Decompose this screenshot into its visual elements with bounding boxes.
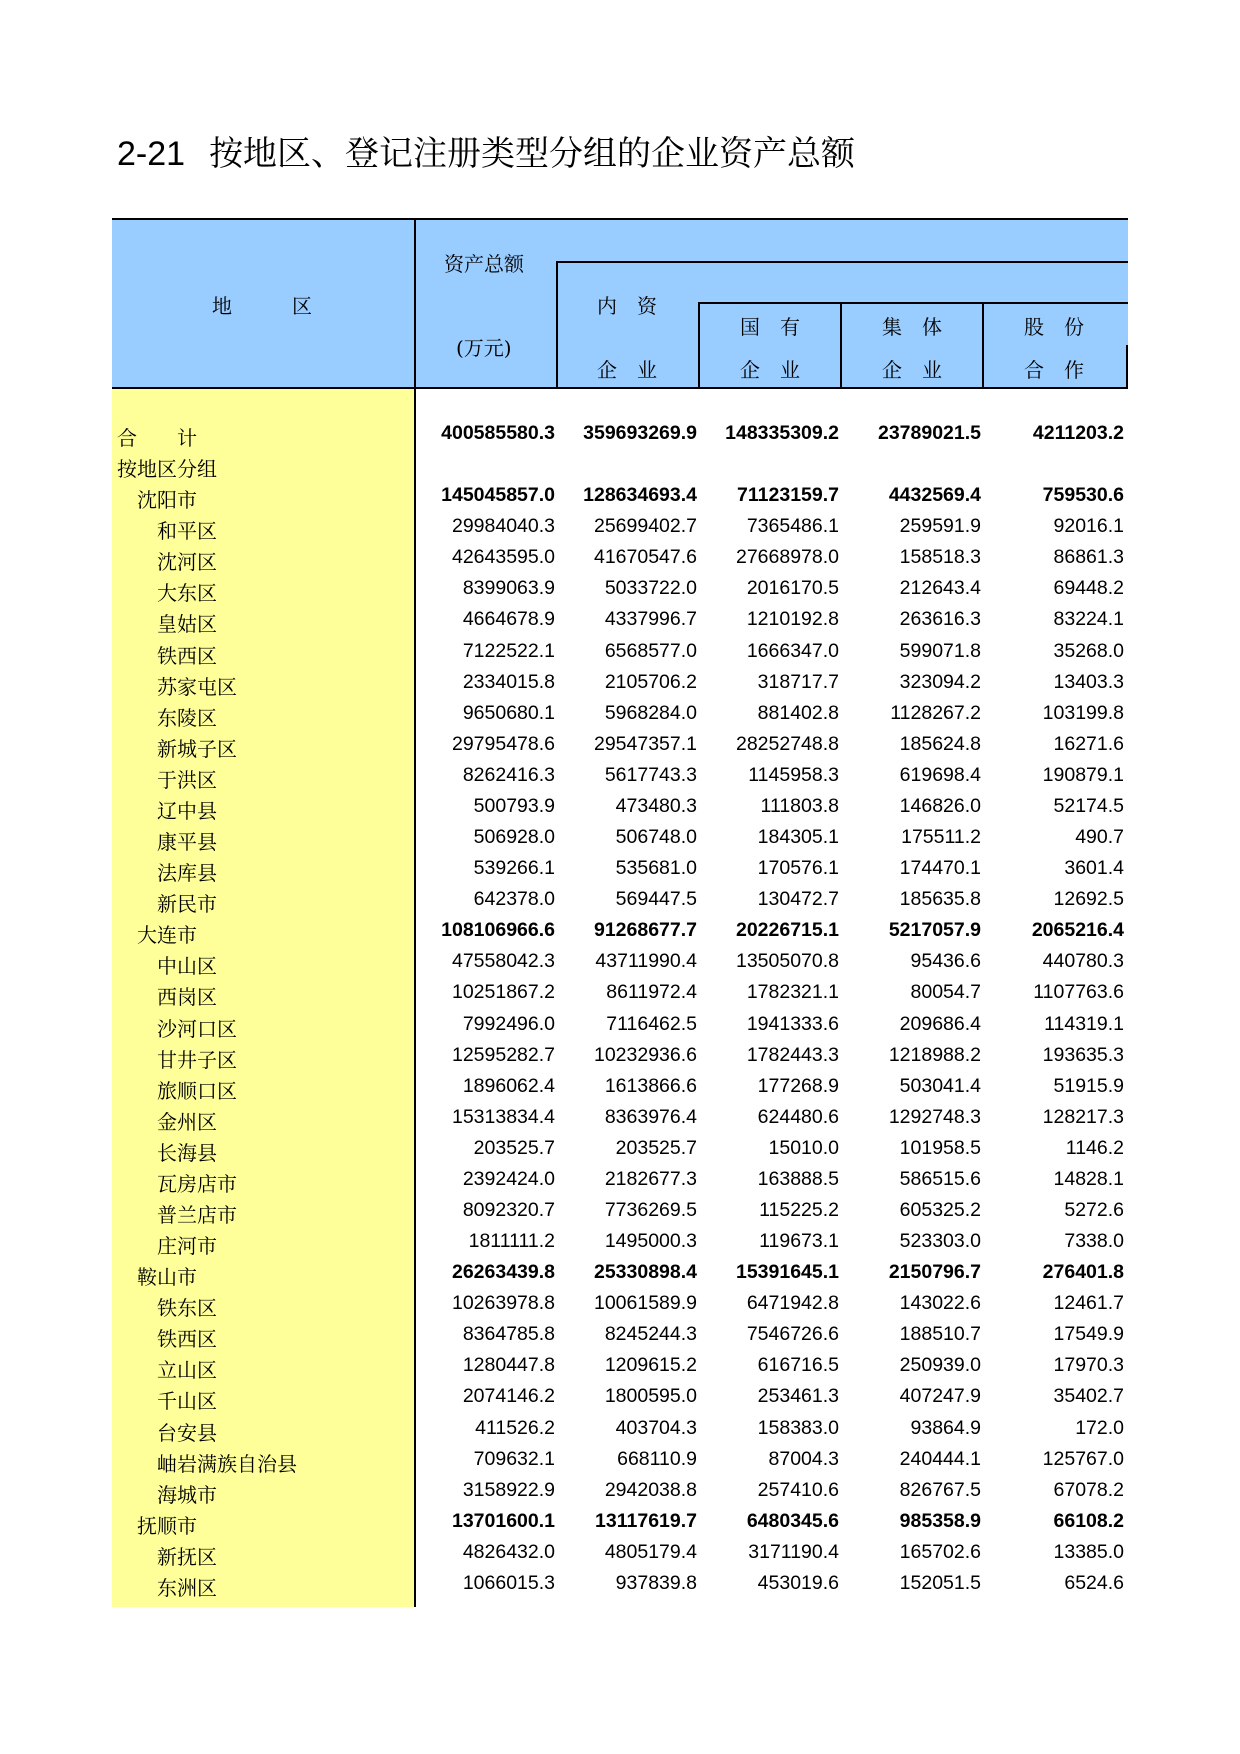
header-total-line1: 资产总额: [444, 252, 524, 276]
row-value: 506928.0: [473, 826, 555, 849]
row-value: 473480.3: [615, 794, 697, 817]
table-row: [112, 1040, 1128, 1071]
row-label: 新城子区: [157, 736, 237, 761]
table-row: [112, 977, 1128, 1008]
row-label: 苏家屯区: [157, 674, 237, 699]
row-value: 2074146.2: [462, 1385, 555, 1408]
row-label: 大连市: [137, 923, 197, 948]
row-value: 130472.7: [757, 888, 839, 911]
header-domestic-line1: 内 资: [597, 294, 657, 318]
row-label: 铁西区: [157, 643, 217, 668]
row-value: 80054.7: [910, 981, 981, 1004]
row-value: 318717.7: [757, 670, 839, 693]
row-value: 29984040.3: [451, 515, 555, 538]
row-value: 83224.1: [1053, 608, 1124, 631]
row-value: 1145958.3: [748, 763, 839, 786]
row-value: 203525.7: [615, 1136, 697, 1159]
header-divider: [698, 303, 700, 388]
table-row: [112, 1506, 1128, 1537]
row-value: 2016170.5: [746, 577, 839, 600]
row-label: 旅顺口区: [157, 1078, 237, 1103]
row-label: 沈河区: [157, 550, 217, 575]
row-value: 257410.6: [757, 1478, 839, 1501]
header-divider: [414, 219, 416, 388]
row-label: 庄河市: [157, 1234, 217, 1259]
row-value: 203525.7: [473, 1136, 555, 1159]
table-row: [112, 791, 1128, 822]
table-row: [112, 853, 1128, 884]
row-label: 沙河口区: [157, 1016, 237, 1041]
table-row: [112, 1133, 1128, 1164]
table-row: [112, 1475, 1128, 1506]
row-label: 合 计: [117, 426, 197, 450]
row-value: 145045857.0: [441, 484, 555, 507]
row-value: 12692.5: [1053, 888, 1124, 911]
table-row: [112, 1319, 1128, 1350]
row-value: 1210192.8: [746, 608, 839, 631]
row-value: 403704.3: [615, 1416, 697, 1439]
header-collective-line2: 企 业: [882, 358, 942, 382]
row-label: 新民市: [157, 892, 217, 917]
row-value: 8092320.7: [462, 1199, 555, 1221]
row-value: 586515.6: [899, 1167, 981, 1190]
row-value: 259591.9: [899, 515, 981, 538]
row-label: 康平县: [157, 830, 217, 855]
row-value: 759530.6: [1042, 484, 1124, 507]
table-row: [112, 729, 1128, 760]
table-row: [112, 1444, 1128, 1475]
row-value: 95436.6: [910, 950, 981, 973]
row-value: 25699402.7: [593, 515, 697, 538]
row-value: 881402.8: [757, 701, 839, 724]
row-value: 7992496.0: [462, 1012, 555, 1035]
row-value: 506748.0: [615, 826, 697, 849]
row-value: 5033722.0: [604, 577, 697, 600]
header-divider: [982, 303, 984, 388]
row-value: 91268677.7: [593, 919, 697, 942]
row-value: 177268.9: [757, 1074, 839, 1097]
row-value: 7122522.1: [462, 639, 555, 662]
header-shareholding-line1: 股 份: [1024, 315, 1084, 339]
row-value: 66108.2: [1053, 1509, 1124, 1532]
row-value: 1666347.0: [746, 639, 839, 662]
table-row: [112, 760, 1128, 791]
table-row: [112, 946, 1128, 977]
row-value: 158383.0: [757, 1416, 839, 1439]
row-value: 101958.5: [899, 1136, 981, 1159]
row-value: 6480345.6: [746, 1509, 839, 1532]
row-value: 193635.3: [1042, 1043, 1124, 1066]
row-value: 35402.7: [1053, 1385, 1124, 1408]
row-value: 165702.6: [899, 1540, 981, 1563]
row-value: 7116462.5: [606, 1012, 697, 1035]
row-value: 103199.8: [1042, 701, 1124, 724]
row-value: 69448.2: [1053, 577, 1124, 600]
row-value: 523303.0: [899, 1230, 981, 1253]
row-value: 7546726.6: [746, 1323, 839, 1346]
row-value: 212643.4: [899, 577, 981, 600]
row-value: 146826.0: [899, 794, 981, 817]
row-value: 15313834.4: [451, 1105, 555, 1128]
row-value: 1280447.8: [462, 1354, 555, 1377]
row-value: 16271.6: [1053, 732, 1124, 755]
row-value: 605325.2: [899, 1199, 981, 1221]
row-value: 23789021.5: [877, 422, 981, 444]
row-value: 209686.4: [899, 1012, 981, 1035]
header-divider: [556, 262, 558, 388]
row-value: 2334015.8: [462, 670, 555, 693]
row-value: 188510.7: [899, 1323, 981, 1346]
row-label: 于洪区: [157, 767, 217, 792]
table-row: [112, 667, 1128, 698]
row-value: 14828.1: [1053, 1167, 1124, 1190]
row-value: 10061589.9: [593, 1292, 697, 1315]
row-value: 5617743.3: [604, 763, 697, 786]
row-value: 143022.6: [899, 1292, 981, 1315]
row-value: 1107763.6: [1033, 981, 1124, 1004]
row-value: 86861.3: [1053, 546, 1124, 569]
row-value: 8364785.8: [462, 1323, 555, 1346]
row-value: 1613866.6: [604, 1074, 697, 1097]
row-value: 3171190.4: [748, 1540, 839, 1563]
row-label: 瓦房店市: [157, 1171, 237, 1196]
row-value: 128217.3: [1042, 1105, 1124, 1128]
row-value: 13403.3: [1053, 670, 1124, 693]
row-value: 4664678.9: [462, 608, 555, 631]
row-value: 539266.1: [473, 857, 555, 880]
row-value: 1146.2: [1065, 1136, 1124, 1159]
row-value: 709632.1: [473, 1447, 555, 1470]
row-value: 1209615.2: [604, 1354, 697, 1377]
row-value: 185635.8: [899, 888, 981, 911]
row-label: 东洲区: [157, 1575, 217, 1600]
row-value: 17970.3: [1053, 1354, 1124, 1377]
table-row: [112, 511, 1128, 542]
row-value: 25330898.4: [593, 1261, 697, 1284]
row-value: 114319.1: [1044, 1012, 1124, 1035]
row-value: 35268.0: [1053, 639, 1124, 662]
header-state-line1: 国 有: [740, 315, 800, 339]
header-divider: [1126, 345, 1128, 388]
row-label: 长海县: [157, 1140, 217, 1165]
header-domestic-line2: 企 业: [597, 358, 657, 382]
table-title-text: 按地区、登记注册类型分组的企业资产总额: [209, 134, 856, 174]
row-value: 5968284.0: [604, 701, 697, 724]
row-value: 43711990.4: [595, 950, 697, 973]
row-value: 7365486.1: [746, 515, 839, 538]
row-value: 13385.0: [1053, 1540, 1124, 1563]
row-value: 125767.0: [1042, 1447, 1124, 1470]
row-value: 1495000.3: [604, 1230, 697, 1253]
row-value: 599071.8: [899, 639, 981, 662]
row-value: 13701600.1: [451, 1509, 555, 1532]
row-label: 按地区分组: [117, 457, 217, 482]
row-value: 71123159.7: [737, 484, 839, 507]
row-value: 1896062.4: [462, 1074, 555, 1097]
row-label: 甘井子区: [157, 1047, 237, 1072]
row-value: 2150796.7: [888, 1261, 981, 1284]
row-value: 8611972.4: [606, 981, 697, 1004]
row-value: 1066015.3: [462, 1571, 555, 1594]
row-value: 10251867.2: [451, 981, 555, 1004]
row-value: 111803.8: [760, 794, 839, 817]
row-value: 87004.3: [768, 1447, 839, 1470]
table-row: [112, 480, 1128, 511]
row-label: 铁东区: [157, 1296, 217, 1321]
row-value: 115225.2: [759, 1199, 839, 1221]
row-value: 826767.5: [899, 1478, 981, 1501]
row-value: 10232936.6: [593, 1043, 697, 1066]
row-value: 175511.2: [901, 826, 981, 849]
row-value: 250939.0: [899, 1354, 981, 1377]
table-row: [112, 1381, 1128, 1412]
row-value: 359693269.9: [583, 422, 697, 444]
row-value: 6471942.8: [746, 1292, 839, 1315]
row-value: 27668978.0: [735, 546, 839, 569]
row-value: 28252748.8: [735, 732, 839, 755]
row-value: 163888.5: [757, 1167, 839, 1190]
row-value: 26263439.8: [451, 1261, 555, 1284]
row-value: 1811111.2: [468, 1230, 555, 1253]
row-label: 东陵区: [157, 705, 217, 730]
table-row: [112, 1257, 1128, 1288]
row-value: 17549.9: [1053, 1323, 1124, 1346]
table-row: [112, 1195, 1128, 1226]
row-value: 47558042.3: [451, 950, 555, 973]
row-value: 42643595.0: [451, 546, 555, 569]
table-row: [112, 915, 1128, 946]
row-value: 29795478.6: [451, 732, 555, 755]
table-row: [112, 1071, 1128, 1102]
row-value: 500793.9: [473, 794, 555, 817]
row-value: 15391645.1: [735, 1261, 839, 1284]
row-label: 皇姑区: [157, 612, 217, 637]
row-value: 12595282.7: [451, 1043, 555, 1066]
row-value: 20226715.1: [735, 919, 839, 942]
row-value: 41670547.6: [593, 546, 697, 569]
header-shareholding-line2: 合 作: [1024, 358, 1084, 382]
row-label: 台安县: [157, 1420, 217, 1445]
row-value: 12461.7: [1053, 1292, 1124, 1315]
row-value: 4337996.7: [604, 608, 697, 631]
header-divider: [840, 303, 842, 388]
row-value: 7338.0: [1064, 1230, 1124, 1253]
page-title: [117, 126, 855, 175]
row-value: 52174.5: [1053, 794, 1124, 817]
row-value: 2065216.4: [1031, 919, 1124, 942]
table-row: [112, 636, 1128, 667]
row-label: 千山区: [157, 1389, 217, 1414]
row-value: 490.7: [1075, 826, 1124, 849]
row-value: 240444.1: [899, 1447, 981, 1470]
row-label: 新抚区: [157, 1544, 217, 1569]
row-value: 8363976.4: [604, 1105, 697, 1128]
row-label: 普兰店市: [157, 1203, 237, 1227]
row-label: 铁西区: [157, 1327, 217, 1352]
row-value: 6568577.0: [604, 639, 697, 662]
row-value: 8245244.3: [604, 1323, 697, 1346]
row-label: 立山区: [157, 1358, 217, 1383]
row-value: 3601.4: [1064, 857, 1124, 880]
row-value: 411526.2: [475, 1416, 555, 1439]
row-value: 172.0: [1075, 1416, 1124, 1439]
row-value: 2942038.8: [604, 1478, 697, 1501]
row-value: 2182677.3: [604, 1167, 697, 1190]
row-label: 岫岩满族自治县: [157, 1451, 297, 1476]
header-collective-line1: 集 体: [882, 315, 942, 339]
row-value: 323094.2: [899, 670, 981, 693]
row-value: 128634693.4: [583, 484, 697, 507]
row-value: 440780.3: [1042, 950, 1124, 973]
row-value: 190879.1: [1042, 763, 1124, 786]
row-value: 624480.6: [757, 1105, 839, 1128]
table-row: [112, 1288, 1128, 1319]
table-row: [112, 542, 1128, 573]
row-label: 和平区: [157, 519, 217, 544]
row-value: 10263978.8: [451, 1292, 555, 1315]
table-row: [112, 698, 1128, 729]
table-row: [112, 1102, 1128, 1133]
row-value: 4805179.4: [604, 1540, 697, 1563]
row-label: 海城市: [157, 1482, 217, 1507]
row-value: 2392424.0: [462, 1167, 555, 1190]
row-value: 6524.6: [1064, 1571, 1124, 1594]
header-rule: [556, 261, 1128, 263]
table-row: [112, 1537, 1128, 1568]
row-value: 276401.8: [1042, 1261, 1124, 1284]
row-value: 108106966.6: [441, 919, 555, 942]
header-total-line2: (万元): [456, 336, 512, 360]
row-value: 937839.8: [615, 1571, 697, 1594]
row-value: 400585580.3: [441, 422, 555, 444]
row-label: 大东区: [157, 581, 217, 606]
header-region: 地 区: [212, 294, 312, 318]
row-value: 3158922.9: [462, 1478, 555, 1501]
row-value: 13117619.7: [595, 1509, 697, 1532]
table-row: [112, 573, 1128, 604]
row-value: 1128267.2: [890, 701, 981, 724]
row-value: 1292748.3: [888, 1105, 981, 1128]
row-value: 5272.6: [1064, 1199, 1124, 1221]
row-value: 503041.4: [899, 1074, 981, 1097]
row-value: 1782321.1: [746, 981, 839, 1004]
row-value: 1218988.2: [888, 1043, 981, 1066]
row-value: 453019.6: [757, 1571, 839, 1594]
table-row: [112, 884, 1128, 915]
row-label: 鞍山市: [137, 1265, 197, 1290]
row-value: 51915.9: [1053, 1074, 1124, 1097]
row-value: 263616.3: [899, 608, 981, 631]
header-state-line2: 企 业: [740, 358, 800, 382]
row-value: 569447.5: [615, 888, 697, 911]
row-label: 法库县: [157, 861, 217, 886]
table-row: [112, 1568, 1128, 1599]
table-row: [112, 1226, 1128, 1257]
row-value: 535681.0: [615, 857, 697, 880]
table-number: 2-21: [117, 135, 186, 173]
row-value: 93864.9: [910, 1416, 981, 1439]
row-value: 253461.3: [757, 1385, 839, 1408]
row-value: 616716.5: [757, 1354, 839, 1377]
row-value: 1782443.3: [746, 1043, 839, 1066]
row-value: 170576.1: [757, 857, 839, 880]
row-value: 158518.3: [899, 546, 981, 569]
row-value: 668110.9: [617, 1447, 697, 1470]
row-value: 29547357.1: [593, 732, 697, 755]
row-value: 8399063.9: [462, 577, 555, 600]
row-value: 7736269.5: [604, 1199, 697, 1221]
table-row: [112, 822, 1128, 853]
table-row: [112, 604, 1128, 635]
row-value: 92016.1: [1053, 515, 1124, 538]
row-value: 4826432.0: [462, 1540, 555, 1563]
row-value: 5217057.9: [888, 919, 981, 942]
row-value: 152051.5: [899, 1571, 981, 1594]
row-value: 119673.1: [759, 1230, 839, 1253]
row-value: 985358.9: [899, 1509, 981, 1532]
row-label: 沈阳市: [137, 488, 197, 513]
row-value: 185624.8: [899, 732, 981, 755]
row-value: 4432569.4: [888, 484, 981, 507]
row-label: 抚顺市: [137, 1513, 197, 1538]
row-value: 619698.4: [899, 763, 981, 786]
row-label: 辽中县: [157, 798, 217, 823]
table-row: [112, 1413, 1128, 1444]
row-label: 西岗区: [157, 985, 217, 1010]
row-label: 中山区: [157, 954, 217, 979]
row-value: 1800595.0: [604, 1385, 697, 1408]
row-value: 13505070.8: [735, 950, 839, 973]
row-label: 金州区: [157, 1109, 217, 1134]
table-row: [112, 449, 1128, 480]
table-row: [112, 1009, 1128, 1040]
row-value: 15010.0: [768, 1136, 839, 1159]
table-row: [112, 418, 1128, 449]
row-value: 174470.1: [899, 857, 981, 880]
row-value: 4211203.2: [1032, 422, 1124, 444]
row-value: 8262416.3: [462, 763, 555, 786]
header-rule: [698, 302, 1128, 304]
table-row: [112, 1164, 1128, 1195]
row-value: 67078.2: [1053, 1478, 1124, 1501]
row-value: 2105706.2: [604, 670, 697, 693]
row-value: 1941333.6: [746, 1012, 839, 1035]
header-top-border: [112, 218, 1128, 220]
table-row: [112, 1350, 1128, 1381]
row-value: 9650680.1: [462, 701, 555, 724]
row-value: 148335309.2: [725, 422, 839, 444]
row-value: 184305.1: [757, 826, 839, 849]
row-value: 407247.9: [899, 1385, 981, 1408]
row-value: 642378.0: [473, 888, 555, 911]
